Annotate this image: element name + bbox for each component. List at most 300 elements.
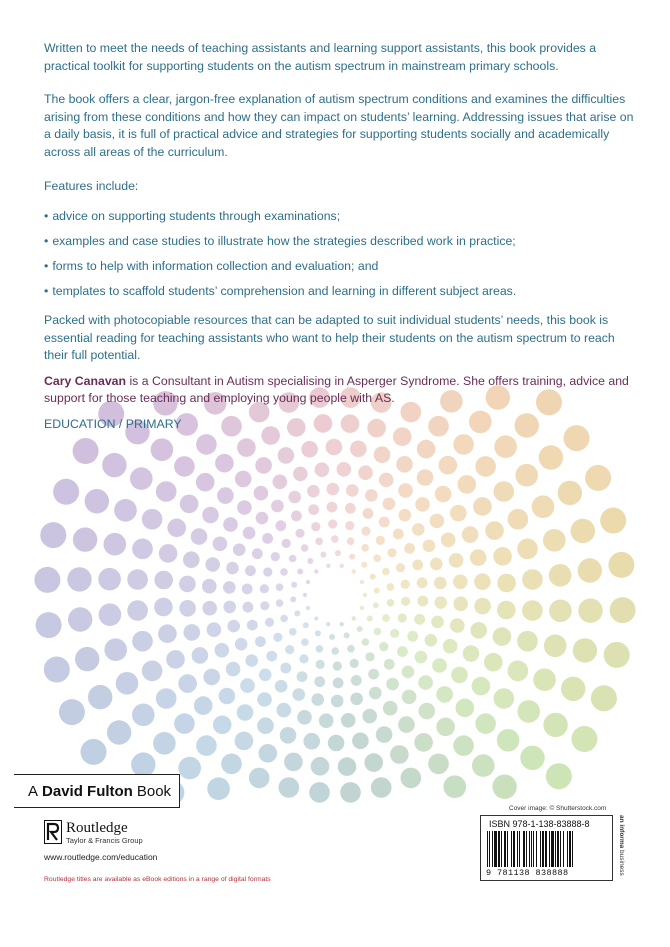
barcode-bar [545, 831, 547, 867]
rosette-dot [396, 563, 405, 572]
rosette-dot [361, 544, 369, 552]
rosette-dot [235, 732, 254, 751]
rosette-dot [475, 713, 496, 734]
informa-business-mark [618, 815, 625, 881]
rosette-dot [271, 552, 280, 561]
rosette-dot [263, 567, 272, 576]
rosette-dot [257, 692, 272, 707]
rosette-dot [326, 564, 330, 568]
barcode-bar [523, 831, 525, 867]
rosette-dot [371, 777, 392, 798]
rosette-dot [282, 539, 291, 548]
rosette-dot [252, 548, 263, 559]
rosette-dot [316, 645, 324, 653]
rosette-dot [102, 453, 126, 477]
rosette-dot [399, 509, 412, 522]
rosette-dot [36, 612, 62, 638]
rosette-dot [351, 675, 362, 686]
rosette-dot [350, 659, 359, 668]
rosette-dot [301, 441, 318, 458]
rosette-dot [265, 618, 274, 627]
rosette-dot [401, 597, 410, 606]
feature-text: templates to scaffold students’ comprehension and learning in different subject areas. [52, 283, 517, 298]
rosette-dot [154, 598, 173, 617]
rosette-dot [158, 624, 177, 643]
rosette-dot [240, 678, 255, 693]
rosette-dot [242, 584, 253, 595]
rosette-dot [368, 669, 379, 680]
rosette-dot [271, 500, 284, 513]
rosette-dot [279, 777, 300, 798]
rosette-dot [104, 533, 127, 556]
rosette-dot [383, 701, 398, 716]
rosette-dot [178, 757, 201, 780]
barcode-bar [533, 831, 534, 867]
rosette-dot [435, 486, 452, 503]
rosette-dot [130, 467, 153, 490]
david-fulton-imprint [14, 774, 180, 808]
rosette-dot [320, 552, 326, 558]
rosette-dot [345, 521, 354, 530]
rosette-dot [414, 614, 425, 625]
rosette-dot [558, 481, 582, 505]
rosette-dot [363, 508, 374, 519]
rosette-dot [360, 606, 364, 610]
barcode-bar [501, 831, 502, 867]
rosette-dot [303, 733, 320, 750]
rosette-dot [473, 497, 492, 516]
rosette-dot [337, 462, 352, 477]
rosette-dot [349, 554, 355, 560]
rosette-dot [340, 564, 344, 568]
rosette-dot [291, 511, 302, 522]
rosette-dot [543, 713, 567, 737]
rosette-dot [396, 456, 413, 473]
rosette-dot [213, 537, 228, 552]
rosette-dot [357, 626, 363, 632]
rosette-dot [379, 473, 394, 488]
rosette-dot [235, 471, 252, 488]
rosette-dot [327, 483, 340, 496]
rosette-dot [314, 616, 318, 620]
bullet-icon: • [44, 233, 49, 248]
rosette-dot [600, 508, 626, 534]
rosette-dot [539, 445, 563, 469]
rosette-dot [273, 633, 282, 642]
rosette-dot [255, 457, 272, 474]
rosette-dot [75, 647, 99, 671]
rosette-dot [428, 754, 449, 775]
barcode-bar [531, 831, 532, 867]
rosette-dot [73, 438, 99, 464]
rosette-dot [415, 497, 430, 512]
rosette-dot [243, 527, 256, 540]
rosette-dot [585, 465, 611, 491]
rosette-dot [494, 435, 517, 458]
rosette-dot [290, 596, 296, 602]
rosette-dot [178, 674, 197, 693]
rosette-dot [591, 685, 617, 711]
rosette-dot [345, 503, 356, 514]
rosette-dot [474, 573, 491, 590]
rosette-dot [407, 631, 418, 642]
rosette-dot [215, 643, 230, 658]
rosette-dot [431, 616, 444, 629]
rosette-dot [374, 588, 380, 594]
rosette-dot [301, 638, 309, 646]
feature-text: examples and case studies to illustrate how the strategies described work in practice; [52, 233, 516, 248]
rosette-dot [326, 622, 330, 626]
intro-paragraph: Written to meet the needs of teaching assistants and learning support assistants, this book provides a practical toolkit for supporting students on the autism spectrum in mainstream primary schools. [44, 41, 597, 73]
rosette-dot [497, 729, 520, 752]
rosette-dot [329, 634, 335, 640]
rosette-dot [561, 677, 585, 701]
rosette-dot [315, 630, 321, 636]
rosette-dot [98, 568, 121, 591]
rosette-dot [275, 520, 286, 531]
rosette-dot [546, 763, 572, 789]
rosette-dot [382, 614, 390, 622]
rosette-dot [276, 599, 284, 607]
rosette-dot [237, 438, 256, 457]
barcode-bar [572, 831, 573, 867]
rosette-dot [387, 599, 395, 607]
rosette-dot [276, 583, 284, 591]
rosette-dot [508, 509, 529, 530]
author-bio [44, 373, 634, 408]
imprint-suffix: Book [136, 782, 172, 800]
rosette-dot [384, 659, 395, 670]
rosette-dot [314, 569, 318, 573]
rosette-dot [335, 550, 341, 556]
publisher-url[interactable]: www.routledge.com/education [44, 852, 158, 862]
rosette-dot [127, 569, 148, 590]
rosette-dot [256, 512, 269, 525]
barcode-bar [551, 831, 554, 867]
rosette-dot [99, 603, 122, 626]
rosette-dot [227, 620, 240, 633]
rosette-dot [418, 675, 433, 690]
rosette-dot [401, 768, 422, 789]
barcode-bar [489, 831, 490, 867]
rosette-dot [347, 645, 355, 653]
rosette-dot [307, 485, 320, 498]
rosette-dot [260, 584, 269, 593]
rosette-dot [352, 616, 356, 620]
rosette-dot [363, 593, 367, 597]
features-heading: Features include: [44, 179, 139, 193]
barcode-bar [563, 831, 564, 867]
rosette-dot [436, 718, 455, 737]
rosette-dot [53, 479, 79, 505]
rosette-dot [458, 475, 477, 494]
rosette-dot [326, 439, 343, 456]
rosette-dot [301, 544, 309, 552]
rosette-dot [390, 629, 399, 638]
rosette-dot [226, 662, 241, 677]
rosette-dot [299, 654, 308, 663]
rosette-dot [179, 576, 196, 593]
rosette-dot [373, 602, 379, 608]
rosette-dot [571, 726, 597, 752]
author-bio-text: is a Consultant in Autism specialising in Asperger Syndrome. She offers training, advice and support for those teaching and employing young people with AS. [44, 373, 629, 405]
rosette-dot [508, 661, 529, 682]
rosette-dot [493, 627, 512, 646]
rosette-dot [311, 522, 320, 531]
rosette-dot [379, 517, 390, 528]
publisher-group: Taylor & Francis Group [66, 836, 143, 845]
rosette-dot [436, 686, 453, 703]
rosette-dot [404, 543, 415, 554]
rosette-dot [44, 657, 70, 683]
feature-text: advice on supporting students through examinations; [52, 208, 341, 223]
summary-paragraph: Packed with photocopiable resources that can be adapted to suit individual students’ needs, this book is essential reading for teaching assistants who want to help their students on the autism spectrum to reach their full potential. [44, 313, 615, 362]
rosette-dot [142, 509, 163, 530]
rosette-dot [194, 696, 213, 715]
rosette-dot [328, 735, 345, 752]
rosette-dot [494, 481, 515, 502]
routledge-logo [44, 820, 143, 845]
rosette-dot [309, 782, 330, 803]
rosette-dot [462, 526, 479, 543]
rosette-dot [221, 754, 242, 775]
rosette-dot [223, 581, 236, 594]
rosette-dot [328, 519, 337, 528]
ebook-note: Routledge titles are available as eBook editions in a range of digital formats [44, 876, 271, 883]
rosette-dot [303, 593, 307, 597]
rosette-dot [273, 475, 288, 490]
rosette-dot [219, 688, 236, 705]
list-item [44, 208, 634, 226]
barcode-bar [511, 831, 512, 867]
rosette-dot [522, 569, 543, 590]
rosette-dot [402, 690, 417, 705]
rosette-dot [350, 693, 363, 706]
rosette-dot [401, 580, 410, 589]
barcode-bar [519, 831, 520, 867]
isbn-barcode-box [480, 815, 613, 881]
rosette-dot [472, 677, 491, 696]
rosette-dot [67, 567, 91, 591]
rosette-dot [475, 456, 496, 477]
rosette-dot [243, 602, 254, 613]
rosette-dot [453, 597, 468, 612]
imprint-prefix: A [28, 782, 39, 800]
rosette-dot [196, 473, 215, 492]
rosette-dot [316, 660, 325, 669]
rosette-dot [453, 575, 468, 590]
rosette-dot [295, 529, 304, 538]
rosette-dot [376, 726, 393, 743]
rosette-dot [297, 671, 308, 682]
rosette-dot [573, 638, 597, 662]
barcode-bar [517, 831, 518, 867]
rosette-dot [388, 548, 397, 557]
rosette-dot [374, 446, 391, 463]
rosette-dot [365, 489, 378, 502]
barcode-bar [560, 831, 561, 867]
rosette-dot [179, 600, 196, 617]
rosette-dot [434, 596, 447, 609]
rosette-dot [34, 567, 60, 593]
rosette-dot [383, 498, 396, 511]
barcode-bar [513, 831, 515, 867]
informa-rest: business [618, 848, 625, 876]
rosette-dot [259, 744, 278, 763]
rosette-dot [166, 650, 185, 669]
rosette-dot [73, 527, 97, 551]
rosette-dot [331, 647, 339, 655]
rosette-dot [245, 565, 256, 576]
rosette-dot [376, 536, 385, 545]
rosette-dot [497, 601, 516, 620]
rosette-dot [417, 440, 436, 459]
rosette-dot [280, 727, 297, 744]
rosette-dot [247, 620, 258, 631]
rosette-dot [116, 672, 139, 695]
rosette-dot [205, 557, 220, 572]
rosette-dot [223, 517, 238, 532]
rosette-dot [439, 456, 458, 475]
rosette-dot [352, 569, 356, 573]
rosette-dot [213, 716, 232, 735]
rosette-dot [85, 489, 109, 513]
rosette-dot [430, 514, 445, 529]
rosette-dot [374, 628, 382, 636]
rosette-dot [306, 580, 310, 584]
rosette-dot [417, 596, 428, 607]
rosette-dot [382, 568, 390, 576]
rosette-dot [319, 713, 334, 728]
rosette-dot [571, 519, 595, 543]
rosette-dot [331, 695, 344, 708]
rosette-dot [604, 642, 630, 668]
rosette-dot [184, 624, 201, 641]
rosette-dot [414, 733, 433, 752]
rosette-dot [352, 733, 369, 750]
rosette-dot [235, 638, 248, 651]
rosette-dot [549, 600, 572, 623]
barcode-bar [557, 831, 559, 867]
rosette-dot [127, 600, 148, 621]
rosette-dot [289, 628, 297, 636]
rosette-dot [245, 654, 258, 667]
rosette-dot [474, 598, 491, 615]
rosette-dot [347, 537, 355, 545]
rosette-dot [297, 569, 303, 575]
rosette-dot [453, 434, 474, 455]
rosette-dot [517, 631, 538, 652]
rosette-dot [425, 634, 438, 647]
rosette-dot [393, 529, 404, 540]
rosette-dot [308, 504, 319, 515]
rosette-dot [517, 539, 538, 560]
rosette-dot [543, 529, 566, 552]
rosette-dot [331, 535, 339, 543]
rosette-dot [151, 438, 174, 461]
rosette-dot [344, 632, 350, 638]
rosette-dot [430, 558, 443, 571]
rosette-dot [174, 456, 195, 477]
rosette-dot [517, 700, 540, 723]
rosette-dot [520, 746, 544, 770]
rosette-dot [255, 636, 266, 647]
bullet-icon: • [44, 258, 49, 273]
rosette-dot [338, 757, 357, 776]
rosette-dot [207, 777, 230, 800]
rosette-dot [315, 538, 323, 546]
rosette-dot [434, 577, 447, 590]
rosette-dot [470, 622, 487, 639]
rosette-dot [280, 663, 291, 674]
rosette-dot [441, 533, 456, 548]
rosette-dot [450, 618, 465, 633]
rosette-dot [419, 703, 436, 720]
rosette-dot [107, 720, 131, 744]
rosette-dot [259, 669, 272, 682]
rosette-dot [451, 667, 468, 684]
features-list [44, 208, 634, 301]
rosette-dot [492, 775, 516, 799]
rosette-dot [450, 505, 467, 522]
rosette-dot [472, 754, 495, 777]
rosette-dot [398, 483, 413, 498]
rosette-dot [327, 502, 338, 513]
barcode-digits: 9 781138 838888 [486, 868, 569, 878]
rosette-dot [314, 676, 325, 687]
rosette-dot [386, 678, 399, 691]
rosette-dot [284, 753, 303, 772]
rosette-dot [361, 562, 367, 568]
rosette-dot [315, 462, 330, 477]
rosette-dot [183, 551, 200, 568]
rosette-dot [88, 685, 112, 709]
bullet-icon: • [44, 283, 49, 298]
description-paragraph: The book offers a clear, jargon-free explanation of autism spectrum conditions and examines the difficulties arising from these conditions and how they can impact on students’ learning. Addressing issues that arise on a daily basis, it is full of practical advice and strategies for supporting students socially and academically across all areas of the curriculum. [44, 92, 634, 159]
rosette-dot [493, 547, 512, 566]
rosette-dot [233, 543, 246, 556]
rosette-dot [285, 645, 294, 654]
rosette-dot [217, 487, 234, 504]
barcode-bar [555, 831, 556, 867]
rosette-dot [59, 699, 85, 725]
rosette-dot [412, 523, 425, 536]
barcode-bar [529, 831, 530, 867]
rosette-dot [544, 635, 567, 658]
rosette-dot [307, 558, 313, 564]
rosette-dot [262, 533, 273, 544]
rosette-dot [497, 574, 516, 593]
rosette-dot [369, 687, 382, 700]
rosette-dot [387, 583, 395, 591]
back-cover-text [44, 40, 634, 433]
rosette-dot [156, 688, 177, 709]
rosette-dot [549, 564, 572, 587]
barcode-bar [494, 831, 497, 867]
rosette-dot [196, 434, 217, 455]
barcode-bar [567, 831, 568, 867]
rosette-dot [237, 500, 252, 515]
rosette-dot [494, 688, 515, 709]
rosette-dot [533, 668, 556, 691]
cover-image-credit: Cover image: © Shutterstock.com [509, 805, 607, 812]
rosette-dot [346, 484, 359, 497]
rosette-dot [463, 645, 480, 662]
rosette-dot [266, 651, 277, 662]
rosette-dot [470, 549, 487, 566]
rosette-dot [532, 495, 555, 518]
bullet-icon: • [44, 208, 49, 223]
